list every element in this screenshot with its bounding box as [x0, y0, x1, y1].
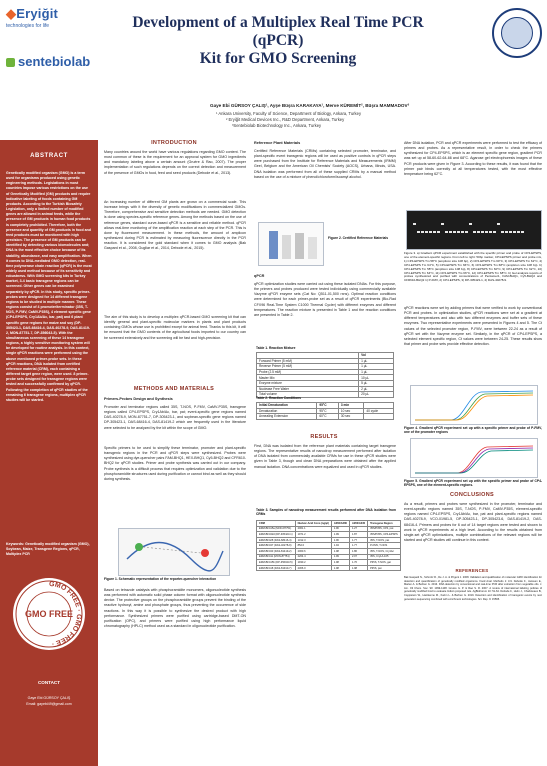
gel-band [485, 231, 488, 233]
gel-lane [509, 217, 512, 243]
table-cell: ERM-BF428 (DAS-68416-4) [257, 537, 296, 543]
gel-lane [497, 217, 500, 243]
methods-heading: METHODS AND MATERIALS [133, 386, 215, 392]
table-cell: Master Mix [257, 375, 359, 381]
gel-lane [417, 217, 420, 243]
gel-band [505, 231, 508, 233]
gel-lane [469, 217, 472, 243]
table-cell: ERM-BF415a (MON-87751) [257, 526, 296, 532]
table-cell: ERM-BF433 (DAS-81419-2) [257, 548, 296, 554]
table-cell [364, 414, 394, 420]
gel-band [497, 223, 500, 225]
gel-lane [493, 217, 496, 243]
gel-band [433, 231, 436, 233]
table-cell: ERM-BF411 (MON-87751) [257, 554, 296, 560]
table-cell: 40 cycle [364, 408, 394, 414]
gel-lane [473, 217, 476, 243]
gel-lane [433, 217, 436, 243]
gel-lane [429, 217, 432, 243]
figure-5-qpcr-curve [410, 438, 538, 478]
table-cell: Initial Denaturation [257, 403, 317, 409]
table-cell: 1.77 [349, 543, 367, 549]
abstract-sidebar [0, 140, 98, 766]
table-cell: Probe (2.5 mM) [257, 369, 359, 375]
results-heading: RESULTS [310, 434, 338, 440]
table-cell: 1.76 [349, 560, 367, 566]
table-cell: 852.0 [295, 543, 331, 549]
table-cell: 1.98 [331, 565, 349, 571]
gel-lane [445, 217, 448, 243]
table-cell: 2061.1 [295, 526, 331, 532]
gmo-free-badge [11, 576, 87, 652]
table-1-caption: Table 1. Reaction Mixture [256, 346, 296, 350]
table-cell: ERM-BF437 (DAS-40278-9) [257, 543, 296, 549]
methods-p2: Specific primers to be used to simplify these terminator, promoter and plant-specific transgenic regions in the PCR and qPCR steps were synthesized. Probes were synthesized using dye-quencher pairs FAM-BHQ1, HEX-BHQ1, Cy5-BHQ2 and CFR610-BHQ2 for qPCR studies. Primer and probe synthesis was carried out in our company. Probe synthesis is a difficult process that requires optimization and validation due to the phosphoramidite structures used during purification or cannot bind as well as they should during synthesis. [104, 446, 247, 481]
table-cell: 1.87 [349, 532, 367, 538]
figure-4-caption: Figure 4. Gradient qPCR experiment set up with a specific primer and probe of P-FMV, one of the promoter regions [404, 426, 542, 435]
author-names: Gaye Ebi GÜRSOY ÇALIŞ¹, Ayşe Büşra KARAKAYA¹, Merve KÜREMİT², Büşra MAMMADOV³ [210, 103, 410, 108]
figure-2-image [258, 222, 324, 266]
affiliation-3: ³Sentebiolab Biotechnology Inc., Ankara, Turkey [232, 123, 322, 128]
gel-lane [457, 217, 460, 243]
svg-text:GMO FREE · GMO FREE ·: GMO FREE · GMO FREE · [48, 580, 83, 647]
gel-lane [489, 217, 492, 243]
table-cell: 35S, T-NOS, pat [368, 537, 401, 543]
table-cell: 35S/P35S, CP4, pat [368, 526, 401, 532]
gel-lane [485, 217, 488, 243]
table-cell: 1.86 [349, 548, 367, 554]
table-cell: P35S, T-NOS, gat [368, 560, 401, 566]
table-cell: 2.07 [349, 554, 367, 560]
table-cell: 1.27 [349, 526, 367, 532]
references-heading: REFERENCES [455, 568, 489, 573]
table-cell: P35S, pat [368, 565, 401, 571]
conclusions-heading: CONCLUSIONS [450, 492, 494, 498]
contact-heading: CONTACT [37, 680, 61, 685]
table-cell: 1.98 [331, 560, 349, 566]
table-cell: Total volume [257, 392, 359, 398]
gel-lane [521, 217, 524, 243]
table-cell: ERM-BF418 (DAS-81910-7) [257, 565, 296, 571]
gel-band [489, 231, 492, 233]
gel-band [481, 231, 484, 233]
gel-lane [453, 217, 456, 243]
table-cell: 1 µL [359, 369, 394, 375]
gel-lane [437, 217, 440, 243]
gel-band [429, 231, 432, 233]
table-cell: 2306.0 [295, 565, 331, 571]
gel-band [513, 231, 516, 233]
table-cell: 5 µL [359, 380, 394, 386]
gel-band [449, 231, 452, 233]
gel-lane [501, 217, 504, 243]
table-cell: Annealing Extension [257, 414, 317, 420]
table-cell: ERM-BF415b (DP-356043-5) [257, 560, 296, 566]
table-cell: 1.99 [331, 554, 349, 560]
table-cell: 1.98 [349, 565, 367, 571]
results-p1: First, DNA was isolated from the reference plant materials containing target transgene regions. The representative results of nanodrop measurement performed after isolation of DNA isolated from commercially available CRMs for use in these qPCR studies were given in Table 3, though and clean DNA preparations were obtained after the applied manual isolation. DNA concentrations were equalized and used in qPCR studies. [254, 444, 396, 469]
gel-band [517, 231, 520, 233]
table-cell: 60°C [317, 414, 338, 420]
gel-lane [441, 217, 444, 243]
contact-email: Email: gayebi49@gmail.com [26, 702, 72, 706]
affiliation-1: ¹ Ankara University, Faculty of Science, Department of Biology, Ankara, Turkey [216, 111, 362, 116]
table-cell: 2204.4 [295, 554, 331, 560]
gel-band [453, 231, 456, 233]
gel-lane [517, 217, 520, 243]
gel-lane [481, 217, 484, 243]
gel-lane [413, 217, 416, 243]
table-cell: 2 µL [359, 386, 394, 392]
table-cell: Enzyme mixture [257, 380, 359, 386]
table-cell: CRM [257, 521, 296, 527]
table-cell: 30 sec [338, 414, 364, 420]
table-cell: Vol [359, 353, 394, 359]
table-cell: 1.94 [331, 543, 349, 549]
gmo-free-label: GMO FREE [24, 609, 74, 619]
keywords: Keywords: Genetically modified organism (GMO), Soybean, Maize, Transgene Regions, qPCR, Multiplex PCR [6, 542, 90, 557]
intro-p2: An increasing number of different GM plants are grown on a commercial scale. This increase brings with it the diversity of genetic modifications in commercialized GMOs. Therefore, comprehensive and sensitive detection methods are needed. GMO detection is done using species-specific reference genes. Among the methods based on the use of reference genes, standard curve-based qPCR is a sensitive and reliable method. qPCR allows real-time monitoring of the amplification reaction at each step of the PCR. This is done by fluorescent measurement. In these methods, the amount of amplicon synthesized during PCR is estimated by measuring fluorescence directly in the PCR reaction. It is considered the gold standard when it comes to GMO analysis (Bak Gaspard et al., 2008, Gugliar et al., 2014, Debode et al., 2015). [104, 200, 246, 251]
gel-band [465, 231, 468, 233]
gel-lane [465, 217, 468, 243]
methods-p3: Based on tetrazole catalysis with phosphoramidite monomers, oligonucleotide synthesis was performed with automatic solid phase column format with oligonucleotide synthesis device. The protective groups on the phosphoramidite groups prevent the binding of the reactive hydroxyl, amine and phosphate groups, thus preventing the occurrence of side reactions. In this way it is possible to synthesize the desired product with high performance. Synthesized primers were purified using cartridge-based DMT-ON purification (OPC), and primers were purified using high performance liquid chromatography (HPLC) method used as a standard in oligonucleotide purification. [104, 588, 246, 629]
table-cell: A260/A230 [349, 521, 367, 527]
table-cell: Nucleic Acid Conc.(ng/µl) [295, 521, 331, 527]
table-cell: 95°C [317, 403, 338, 409]
gel-band [521, 231, 524, 233]
gel-band [477, 231, 480, 233]
gel-band [457, 231, 460, 233]
table-cell: 1.99 [331, 532, 349, 538]
table-cell: 1312.3 [295, 537, 331, 543]
figure-1-image [118, 528, 230, 576]
table-cell: A260/A280 [331, 521, 349, 527]
gel-band [445, 231, 448, 233]
poster-title: Development of a Multiplex Real Time PCR (qPCR) Kit for GMO Screening [132, 14, 424, 67]
gel-lane [505, 217, 508, 243]
gel-band [501, 231, 504, 233]
table-cell: 10 sec [338, 408, 364, 414]
gel-band [425, 231, 428, 233]
table-cell: Reverse Primer (5 mM) [257, 364, 359, 370]
eryigit-logo: ◆Eryiğit technologies for life [6, 6, 59, 29]
results-p3: qPCR reactions were set by adding primers that were verified to work by conventional PCR and probes. In optimization studies, qPCR reactions were set at a gradient at different temperatures and also with two different enzymes and buffer sets of these enzymes. Two representative experiments were presented in Figures 4 and 5. The Ct values of the selected promoter region, P-FMV, were between 22-24 as a result of qPCR set with the Vazyme enzyme set. Similarly, in the qPCR of CP4-EPSPS, a selected element specific region, Ct values were between 24-25. These results show that primer and probe sets provide effective detection. [404, 306, 542, 347]
qpcr-text: qPCR optimization studies were carried out using these isolated DNAs. For this purpose, the primers and probes produced were tested individually using commercially available Vazyme qPCR enzyme sets (Cat No: Q511-01,500 rxns). Optimal reaction conditions were determined for each primer-probe set as a result of qPCR experiments (Bio-Rad CFX96 Real-Time System C1000 Thermal Cycler) with different enzymes and different temperatures. The reaction mixture is presented in Table 1 and the reaction conditions are presented in Table 2. [254, 282, 396, 317]
gel-lane [461, 217, 464, 243]
university-seal [492, 8, 542, 58]
gel-band [493, 231, 496, 233]
refmat-p1: Certified Reference Materials (CRMs) containing selected promoter, terminator, and plant-specific event transgenic regions will be used as positive controls in qPCR steps were purchased from the Institute for Reference Materials and Measurements (IRMM) Geel, Belgium and the American Oil Chemists' Society (AOCS), Urbana, Illinois, USA. DNA isolation was performed from all of these supplied CRMs by a manual method based on the use of a mixture of phenol/chloroform/isoamyl alcohol. [254, 149, 396, 179]
figure-3-gel-image [406, 210, 542, 250]
gel-lane [513, 217, 516, 243]
conclusions-text: As a result, primers and probes were synthesized in the promoter, terminator and event-specific regions named 35S, T-NOS, P-FMV, CaMV-P35S, element-specific regions named CP4-EPSPS, Cry1Ab/Ac, bar, pat and plant-specific regions named DAS-40278-9, VCO-01981-5, DP-305423-1, DP-305423-6, DAS-81419-2, DAS-68416-4. Primers and probes for 6 out of 14 target regions were tested and shown to work in qPCR experiments at a high level. According to the results obtained from single-set qPCR optimizations, multiple combinations of the relevant regions will be started and qPCR studies will continue in this context. [404, 502, 542, 543]
table-row [257, 408, 394, 414]
table-cell: 1.98 [331, 548, 349, 554]
results-p2: After DNA isolation, PCR and qPCR experiments were performed to test the efficacy of primers and probes. As a representative result, in order to check the primers synthesized for CP4-EPSPS, which is an element specific gene region, gradient PCR was set up at 58-60-62-64-66 and 68°C. Agarose gel electrophoresis images of these PCR products were given in Figure 3. According to these results, it was found that the primer pair binds correctly at all temperatures tested, with the most effective temperature being 62°C. [404, 141, 542, 176]
table-cell: 1971.2 [295, 532, 331, 538]
table-cell: 35S, Cry1A.105 [368, 554, 401, 560]
nanodrop-table [256, 520, 401, 571]
gel-band [469, 223, 472, 225]
gel-band [437, 231, 440, 233]
table-cell: 1.77 [349, 537, 367, 543]
table-cell: Transgene Region [368, 521, 401, 527]
gel-band [421, 231, 424, 233]
table-cell: 2060.6 [295, 548, 331, 554]
gel-band [461, 231, 464, 233]
reaction-conditions-table [256, 402, 394, 420]
table-cell: ERM-BF432d (DP-305423-1) [257, 532, 296, 538]
table-cell: 95°C [317, 408, 338, 414]
figure-2-caption: Figure 2. Certified Reference Materials [328, 236, 389, 240]
table-cell: Forward Primer (5 mM) [257, 358, 359, 364]
affiliation-2: ² Eryiğit Medical Devices Inc., R&D Department, Ankara, Turkey [226, 117, 345, 122]
intro-p1: Many countries around the world have various regulations regarding GMO content. The most common of these is the requirement for an approval system for GMO ingredients and mandatory labeling above a certain amount (Gruère & Rao, 2007). The proper implementation of such regulations depends on the correct detection and measurement of the presence of GMOs in food, feed and seed products (Debode et al., 2013). [104, 150, 246, 175]
reaction-mixture-table [256, 352, 394, 398]
gel-band [441, 223, 444, 225]
gel-lane [421, 217, 424, 243]
methods-p1: Promoter and terminator regions called 35S, T-NOS, P-FMV, CaMV-P35S, transgene regions called CP4-EPSPS, Cry1Ab/Ac, bar, pat; event-specific gene regions named DAS-40278-9, MON-87751-7, DP-305423-1, and soybean-specific gene regions named DP-305423-1, DAS-68416-4, DAS-81419-2 which are frequently used in the literature were selected to be analyzed by the kit within the scope of GMO. [104, 405, 246, 430]
gel-lane [425, 217, 428, 243]
figure-4-qpcr-curve [410, 385, 538, 425]
table-cell: P-FMV, T-NOS [368, 543, 401, 549]
table-cell: 20 µL [359, 392, 394, 398]
figure-5-caption: Figure 5. Gradient qPCR experiment set up with the specific primer and probe of CP4-EPSPS, one of the element-specific regions. [404, 479, 542, 488]
figure-3-caption: Figure 3. a) Gradient qPCR experiment established with the specific primer and probe of CP4-EPSPS, one of the element-specific regions. From left to right: 50bp marker, CP4-EPSPS primer and probe mix, 1) CP4-EPSPS Tm 58°C (amplicon size 108 bp), 2) CP4-EPSPS Tm 60°C, 3) CP4-EPSPS Tm 62°C, 4) CP4-EPSPS Tm 64°C, 5) CP4-EPSPS Tm 66°C, 6) CP4-EPSPS Tm 68°C (amplicon size 108 bp). b) CP4-EPSPS Tm 58°C (amplicon size 108 bp), 8) CP4-EPSPS Tm 60°C, 9) CP4-EPSPS Tm 62°C, 10) CP4-EPSPS Tm 64°C, 11) CP4-EPSPS Tm 66°C, 12) CP4-EPSPS Tm 68°C. b) Gel analysis reports of probes synthesized and purified with concentrations of Pentamer1, FAM-BHQ1, Cy5-BHQ2 and CFR610-BHQ2 1) P-FMV, 2) CP4-EPSPS, 3) DP-305423-1, 4) DAS-40278-9. [404, 251, 542, 283]
qpcr-heading: qPCR [254, 274, 265, 278]
table-3-caption: Table 3. Samples of nanodrop measurement results performed after DNA isolation from CRMs [256, 508, 396, 517]
methods-sub1: Primers-Probes Design and Synthesis [104, 397, 173, 401]
table-cell: 1930.2 [295, 560, 331, 566]
table-cell: 1.96 [331, 537, 349, 543]
gel-band [417, 231, 420, 233]
table-cell: Nuclease Free Water [257, 386, 359, 392]
table-cell: 1 µL [359, 358, 394, 364]
figure-1-caption: Figure 1. Schematic representation of the reporter-quencher interaction [104, 577, 217, 581]
table-cell: 35S, T-NOS, Cry1Ac [368, 548, 401, 554]
abstract-text: Genetically modified organism (GMO) is a term used for organisms produced using genetic engineering methods. Legislations in most countries impose various restrictions on the use of Genetically Modified (GM) products and require indicative labeling of foods containing GM products. According to the Turkish Biosafety Legislation, only a limited number of modified genes are allowed in animal feeds, while the presence of GM products in human food products is completely prohibited. Therefore, both the presence and quantity of GM products in food and feed products must be monitored with high precision. The presence of GM products can be identified by detecting various biomolecules and; DNA is the most effective choice because of its stability, abundance, and easy amplification. When it comes to DNA-mediated GMO detection, real-time polymerase chain reaction (qPCR) is the most widely used method because of its sensitivity and robustness. With GMO screening kits in Turkey market, 3-4 basic transgene regions can be screened. Other genes can be examined separately by qPCR. In this study, specific primer-probes were designed for 14 different transgene regions to be studied in multiple manner. These regions consist of 4 promoter/terminator (35S, T-NOS, P-FMV, CaMV-P35S), 4 element specific gene (CP4-EPSPS, Cry1Ab/Ac, bar, pat) and 6 plant specific gene regions for maize and soy (DP-305423-1, DAS-68416-4, DAS-40278-9, DAS-81419-2, MON-87751-7, DP-356043-5). With the simultaneous screening of these 14 transgene regions, a highly sensitive monitoring system will be developed for routine analysis. In this context, single qPCR reactions were performed using the above mentioned primer-probe sets. In these qPCR reactions, DNA isolated from certified reference material (CRM), each containing a different target gene region, were used. 8 primer-probe sets designed for transgene regions were tested and successfully confirmed by qPCR. Following the completion of qPCR studies of the remaining 6 transgene regions, multiplex qPCR studies will be started. [6, 171, 92, 402]
gel-band [509, 231, 512, 233]
gel-band [413, 223, 416, 225]
references-text: Bak Gaspard N., Schmitz R., De J. A. & Prigent J. 2008. Validation and qualification of molecular GMO identification for detection and quantification of genetically modified organisms. Food Anal. Methods 1: 3-9. Debode F., Janssen E., Marien A. & Berben G. 2013. DNA detection by conventional and real-time PCR after extraction from vegetable oils. J. Am. Oil Chem. Soc. 90: 1099-1108. Gruère G. P. & Rao S. R. 2007. A review of international labeling policies of genetically modified food to evaluate India's proposed rule. AgBioForum 10: 51-64. Debode F., Hulin J., Charloteaux B., Coppieters W., Hanikenne M., Karim L. & Berben G. 2019. Detection and identification of transgenic events by next generation sequencing combined with enrichment technologies. Sci. Rep. 9: 15595. [404, 576, 542, 601]
intro-p3: The aim of this study is to develop a multiplex qPCR-based GMO screening kit that can identify general and plant-specific molecular markers in plants and plant products containing GMOs whose use is prohibited except for animal feed. Thanks to this kit, it will be ensured that the GMO contents of the agricultural foods imported to our country can be screened extensively and the screening will be fast and high-precision. [104, 315, 246, 340]
sentebiolab-logo: sentebiolab [6, 54, 90, 69]
table-row [257, 565, 401, 571]
poster-header [0, 0, 547, 96]
table-cell: 3 min [338, 403, 364, 409]
abstract-heading: ABSTRACT [30, 153, 68, 159]
gel-lane [477, 217, 480, 243]
table-row [257, 414, 394, 420]
table-cell: 10 µL [359, 375, 394, 381]
refmat-heading: Reference Plant Materials [254, 141, 301, 145]
table-2-caption: Table 2. Reaction Conditions [256, 396, 302, 400]
table-cell: 1 µL [359, 364, 394, 370]
table-cell: 35S/P35S, CP4-EPSPS [368, 532, 401, 538]
contact-name: Gaye Ebi GÜRSOY ÇALIŞ [27, 696, 71, 700]
gel-band [473, 231, 476, 233]
gel-lane [449, 217, 452, 243]
table-cell: Denaturation [257, 408, 317, 414]
intro-heading: INTRODUCTION [151, 140, 197, 146]
table-cell: 1.96 [331, 526, 349, 532]
